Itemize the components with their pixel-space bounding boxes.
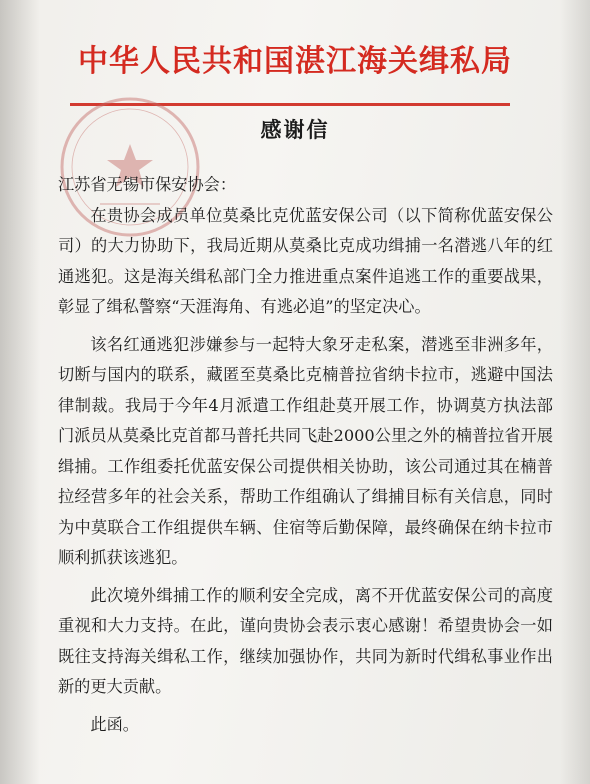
letter-paragraph-3: 此次境外缉捕工作的顺利安全完成，离不开优蓝安保公司的高度重视和大力支持。在此，谨向贵协会表示衷心感谢！希望贵协会一如既往支持海关缉私工作，继续加强协作，共同为新时代缉私事业作出新的更大贡献。	[58, 585, 553, 696]
letter-body	[58, 170, 553, 740]
letter-closing: 此函。	[90, 714, 139, 734]
org-letterhead-title: 中华人民共和国湛江海关缉私局	[78, 44, 512, 79]
letter-paragraph-2: 该名红通逃犯涉嫌参与一起特大象牙走私案，潜逃至非洲多年，切断与国内的联系，藏匿至莫桑比克楠普拉省纳卡拉市，逃避中国法律制裁。我局于今年4月派遣工作组赴莫开展工作，协调莫方执法部门派员从莫桑比克首都马普托共同飞赴2000公里之外的楠普拉省开展缉捕。工作组委托优蓝安保公司提供相关协助，该公司通过其在楠普拉经营多年的社会关系，帮助工作组确认了缉捕目标有关信息，同时为中莫联合工作组提供车辆、住宿等后勤保障，最终确保在纳卡拉市顺利抓获该逃犯。	[58, 334, 553, 567]
letter-paragraph-1: 在贵协会成员单位莫桑比克优蓝安保公司（以下简称优蓝安保公司）的大力协助下，我局近期从莫桑比克成功缉捕一名潜逃八年的红通逃犯。这是海关缉私部门全力推进重点案件追逃工作的重要战果，彰显了缉私警察“天涯海角、有逃必追”的坚定决心。	[58, 205, 553, 316]
letter-salutation: 江苏省无锡市保安协会：	[58, 175, 237, 194]
letter-title: 感谢信	[260, 117, 330, 142]
